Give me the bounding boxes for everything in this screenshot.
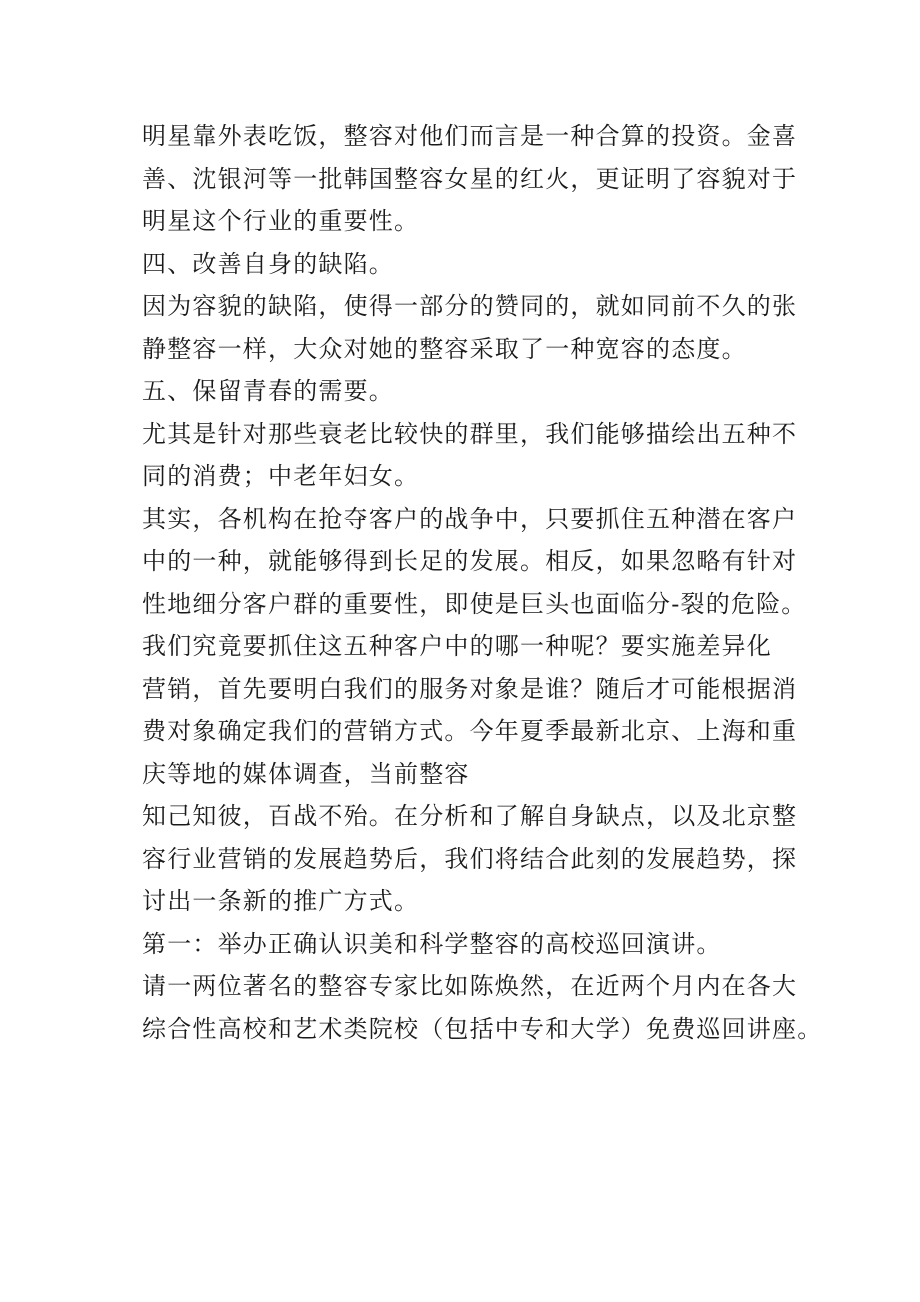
text-line: 因为容貌的缺陷，使得一部分的赞同的，就如同前不久的张: [142, 292, 798, 320]
text-line: 静整容一样，大众对她的整容采取了一种宽容的态度。: [142, 334, 747, 363]
section-heading: 五、保留青春的需要。: [142, 377, 394, 405]
text-line: 同的消费；中老年妇女。: [142, 462, 420, 490]
text-line: 善、沈银河等一批韩国整容女星的红火，更证明了容貌对于: [142, 164, 798, 193]
text-line: 我们究竟要抓住这五种客户中的哪一种呢？要实施差异化: [142, 632, 772, 660]
text-line: 庆等地的媒体调查，当前整容: [142, 759, 470, 788]
text-line: 尤其是针对那些衰老比较快的群里，我们能够描绘出五种不: [142, 419, 798, 448]
text-line: 其实，各机构在抢夺客户的战争中，只要抓住五种潜在客户: [142, 504, 798, 533]
text-line: 费对象确定我们的营销方式。今年夏季最新北京、上海和重: [142, 717, 798, 745]
text-line: 知己知彼，百战不殆。在分析和了解自身缺点，以及北京整: [142, 802, 798, 830]
text-line: 讨出一条新的推广方式。: [142, 887, 420, 915]
text-line: 营销，首先要明白我们的服务对象是谁？随后才可能根据消: [142, 674, 798, 703]
text-line: 请一两位著名的整容专家比如陈焕然，在近两个月内在各大: [142, 972, 798, 1000]
text-line: 性地细分客户群的重要性，即使是巨头也面临分-裂的危险。: [142, 589, 807, 618]
section-heading: 四、改善自身的缺陷。: [142, 249, 394, 278]
text-line: 明星这个行业的重要性。: [142, 207, 420, 235]
document-body: [142, 115, 823, 1050]
text-line: 明星靠外表吃饭，整容对他们而言是一种合算的投资。金喜: [142, 122, 798, 150]
text-line: 综合性高校和艺术类院校（包括中专和大学）免费巡回讲座。: [142, 1014, 823, 1043]
text-line: 中的一种，就能够得到长足的发展。相反，如果忽略有针对: [142, 547, 798, 575]
text-line: 容行业营销的发展趋势后，我们将结合此刻的发展趋势，探: [142, 844, 798, 873]
section-heading: 第一：举办正确认识美和科学整容的高校巡回演讲。: [142, 929, 722, 958]
